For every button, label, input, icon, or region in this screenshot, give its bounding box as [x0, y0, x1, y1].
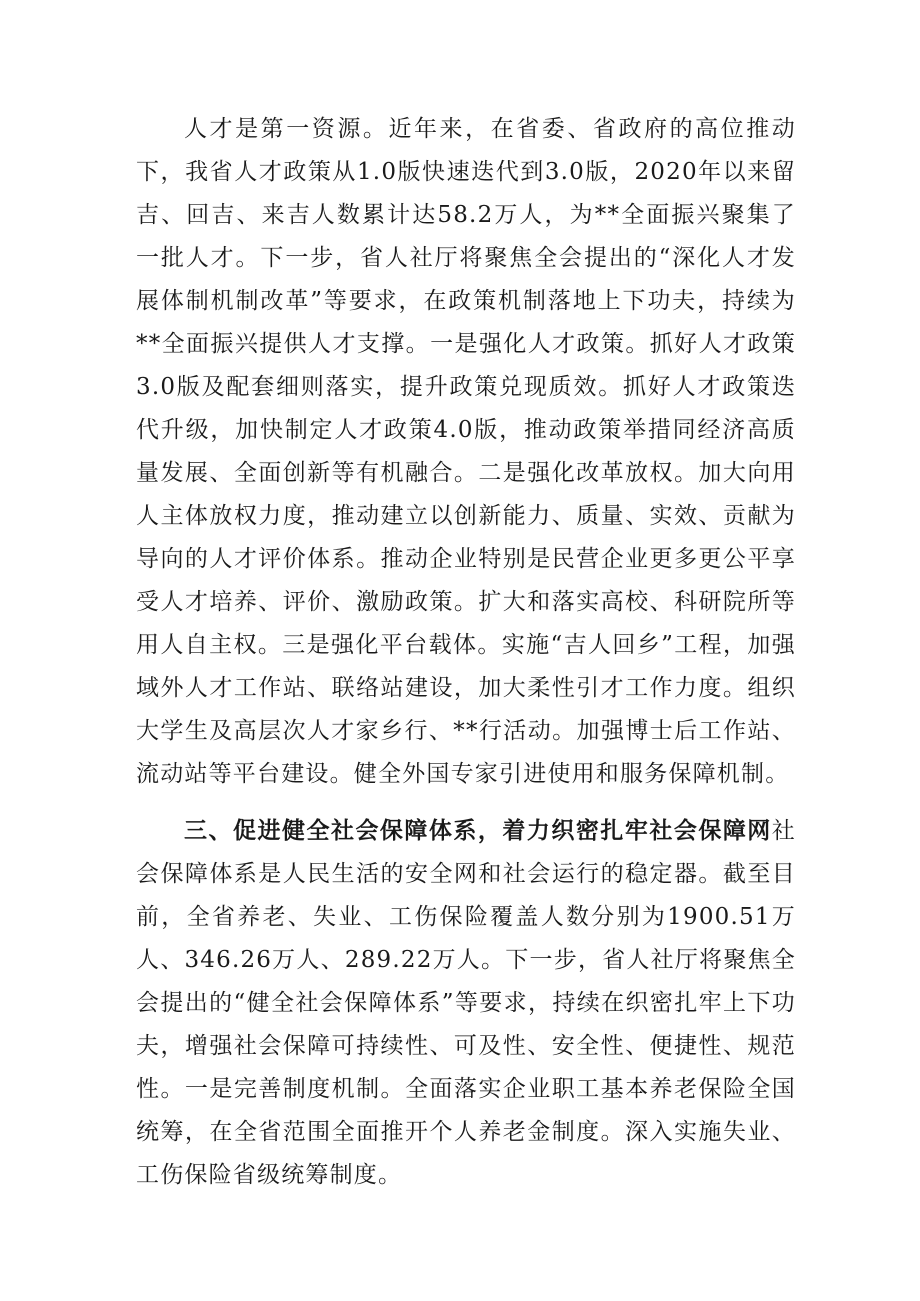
paragraph-text: 人才是第一资源。近年来，在省委、省政府的高位推动下，我省人才政策从1.0版快速迭代到3.0版，2020年以来留吉、回吉、来吉人数累计达58.2万人，为**全面振兴聚集了一批人才。下一步，省人社厅将聚焦全会提出的“深化人才发展体制机制改革”等要求，在政策机制落地上下功夫，持续为**全面振兴提供人才支撑。一是强化人才政策。抓好人才政策3.0版及配套细则落实，提升政策兑现质效。抓好人才政策迭代升级，加快制定人才政策4.0版，推动政策举措同经济高质量发展、全面创新等有机融合。二是强化改革放权。加大向用人主体放权力度，推动建立以创新能力、质量、实效、贡献为导向的人才评价体系。推动企业特别是民营企业更多更公平享受人才培养、评价、激励政策。扩大和落实高校、科研院所等用人自主权。三是强化平台载体。实施“吉人回乡”工程，加强域外人才工作站、联络站建设，加大柔性引才工作力度。组织大学生及高层次人才家乡行、**行活动。加强博士后工作站、流动站等平台建设。健全外国专家引进使用和服务保障机制。	[136, 116, 796, 787]
paragraph-talent-policy	[136, 108, 796, 796]
document-page	[136, 108, 796, 1197]
paragraph-text: 社会保障体系是人民生活的安全网和社会运行的稳定器。截至目前，全省养老、失业、工伤保险覆盖人数分别为1900.51万人、346.26万人、289.22万人。下一步，省人社厅将聚焦全会提出的“健全社会保障体系”等要求，持续在织密扎牢上下功夫，增强社会保障可持续性、可及性、安全性、便捷性、规范性。一是完善制度机制。全面落实企业职工基本养老保险全国统筹，在全省范围全面推开个人养老金制度。深入实施失业、工伤保险省级统筹制度。	[136, 818, 796, 1188]
paragraph-social-security	[136, 810, 796, 1197]
section-heading: 三、促进健全社会保障体系，着力织密扎牢社会保障网	[184, 818, 772, 844]
